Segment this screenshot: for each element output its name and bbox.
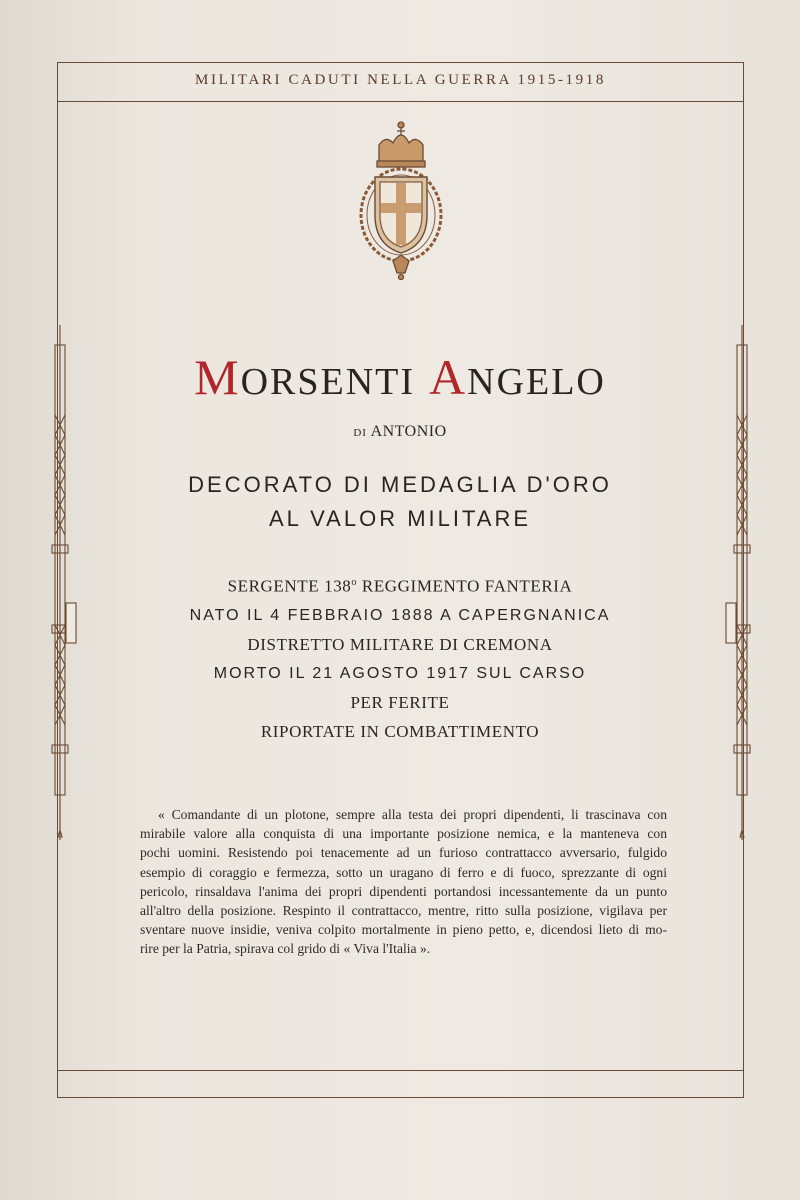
citation-line: all'altro della posizione. Respinto il contrattacco, mentre, ritto sulla posizione, vigilava per xyxy=(140,903,667,919)
citation-line: esempio di coraggio e fermezza, sotto un uragano di ferro e di fuoco, sprezzante di ogni xyxy=(140,864,667,880)
rank-suffix: REGGIMENTO FANTERIA xyxy=(357,576,573,596)
citation-line: pericolo, rinsaldava l'anima dei propri dipendenti portandosi incessantemente da un punto xyxy=(140,883,667,899)
citation-line: pochi uomini. Resistendo poi tenacemente ad un furioso contrattacco avversario, fulgido xyxy=(140,845,667,861)
citation-line: sventare nuove insidie, veniva colpito mortalmente in pieno petto, e, dicendosi lieto di mo- xyxy=(140,922,667,938)
running-header: MILITARI CADUTI NELLA GUERRA 1915-1918 xyxy=(195,72,606,88)
given-name-rest: NGELO xyxy=(467,361,606,403)
surname-rest: ORSENTI xyxy=(240,361,416,403)
header-rule xyxy=(57,101,744,102)
district-line: DISTRETTO MILITARE DI CREMONA xyxy=(247,634,553,654)
birth-line: NATO IL 4 FEBBRAIO 1888 A CAPERGNANICA xyxy=(189,606,611,624)
surname-initial: M xyxy=(194,349,241,405)
left-furled-flag-ornament xyxy=(44,325,78,840)
citation-line: rire per la Patria, spirava col grido di « Viva l'Italia ». xyxy=(140,941,431,957)
citation-line: mirabile valore alla conquista di una importante posizione nemica, e la manteneva con xyxy=(140,826,667,842)
rank-prefix: SERGENTE 138 xyxy=(227,576,352,596)
rank-line xyxy=(100,568,700,601)
savoy-coat-of-arms-icon xyxy=(353,115,449,280)
death-line: MORTO IL 21 AGOSTO 1917 SUL CARSO xyxy=(213,664,587,682)
medal-citation xyxy=(140,805,667,959)
father-prefix: DI xyxy=(353,427,367,439)
cause-line-1: PER FERITE xyxy=(350,692,450,712)
service-details xyxy=(100,568,700,746)
father-name: ANTONIO xyxy=(370,423,447,440)
decoration-line-2: AL VALOR MILITARE xyxy=(268,506,532,531)
rank-ordinal: o xyxy=(351,577,358,588)
footer-rule xyxy=(57,1070,744,1071)
decoration-heading xyxy=(100,468,700,536)
citation-line: « Comandante di un plotone, sempre alla testa dei propri dipendenti, li trascinava con xyxy=(158,807,667,822)
given-name-initial: A xyxy=(429,349,468,405)
cause-line-2: RIPORTATE IN COMBATTIMENTO xyxy=(260,721,540,741)
right-furled-flag-ornament xyxy=(724,325,758,840)
father-name-line xyxy=(100,423,700,441)
decoration-line-1: DECORATO DI MEDAGLIA D'ORO xyxy=(188,472,612,497)
soldier-name xyxy=(100,349,700,405)
